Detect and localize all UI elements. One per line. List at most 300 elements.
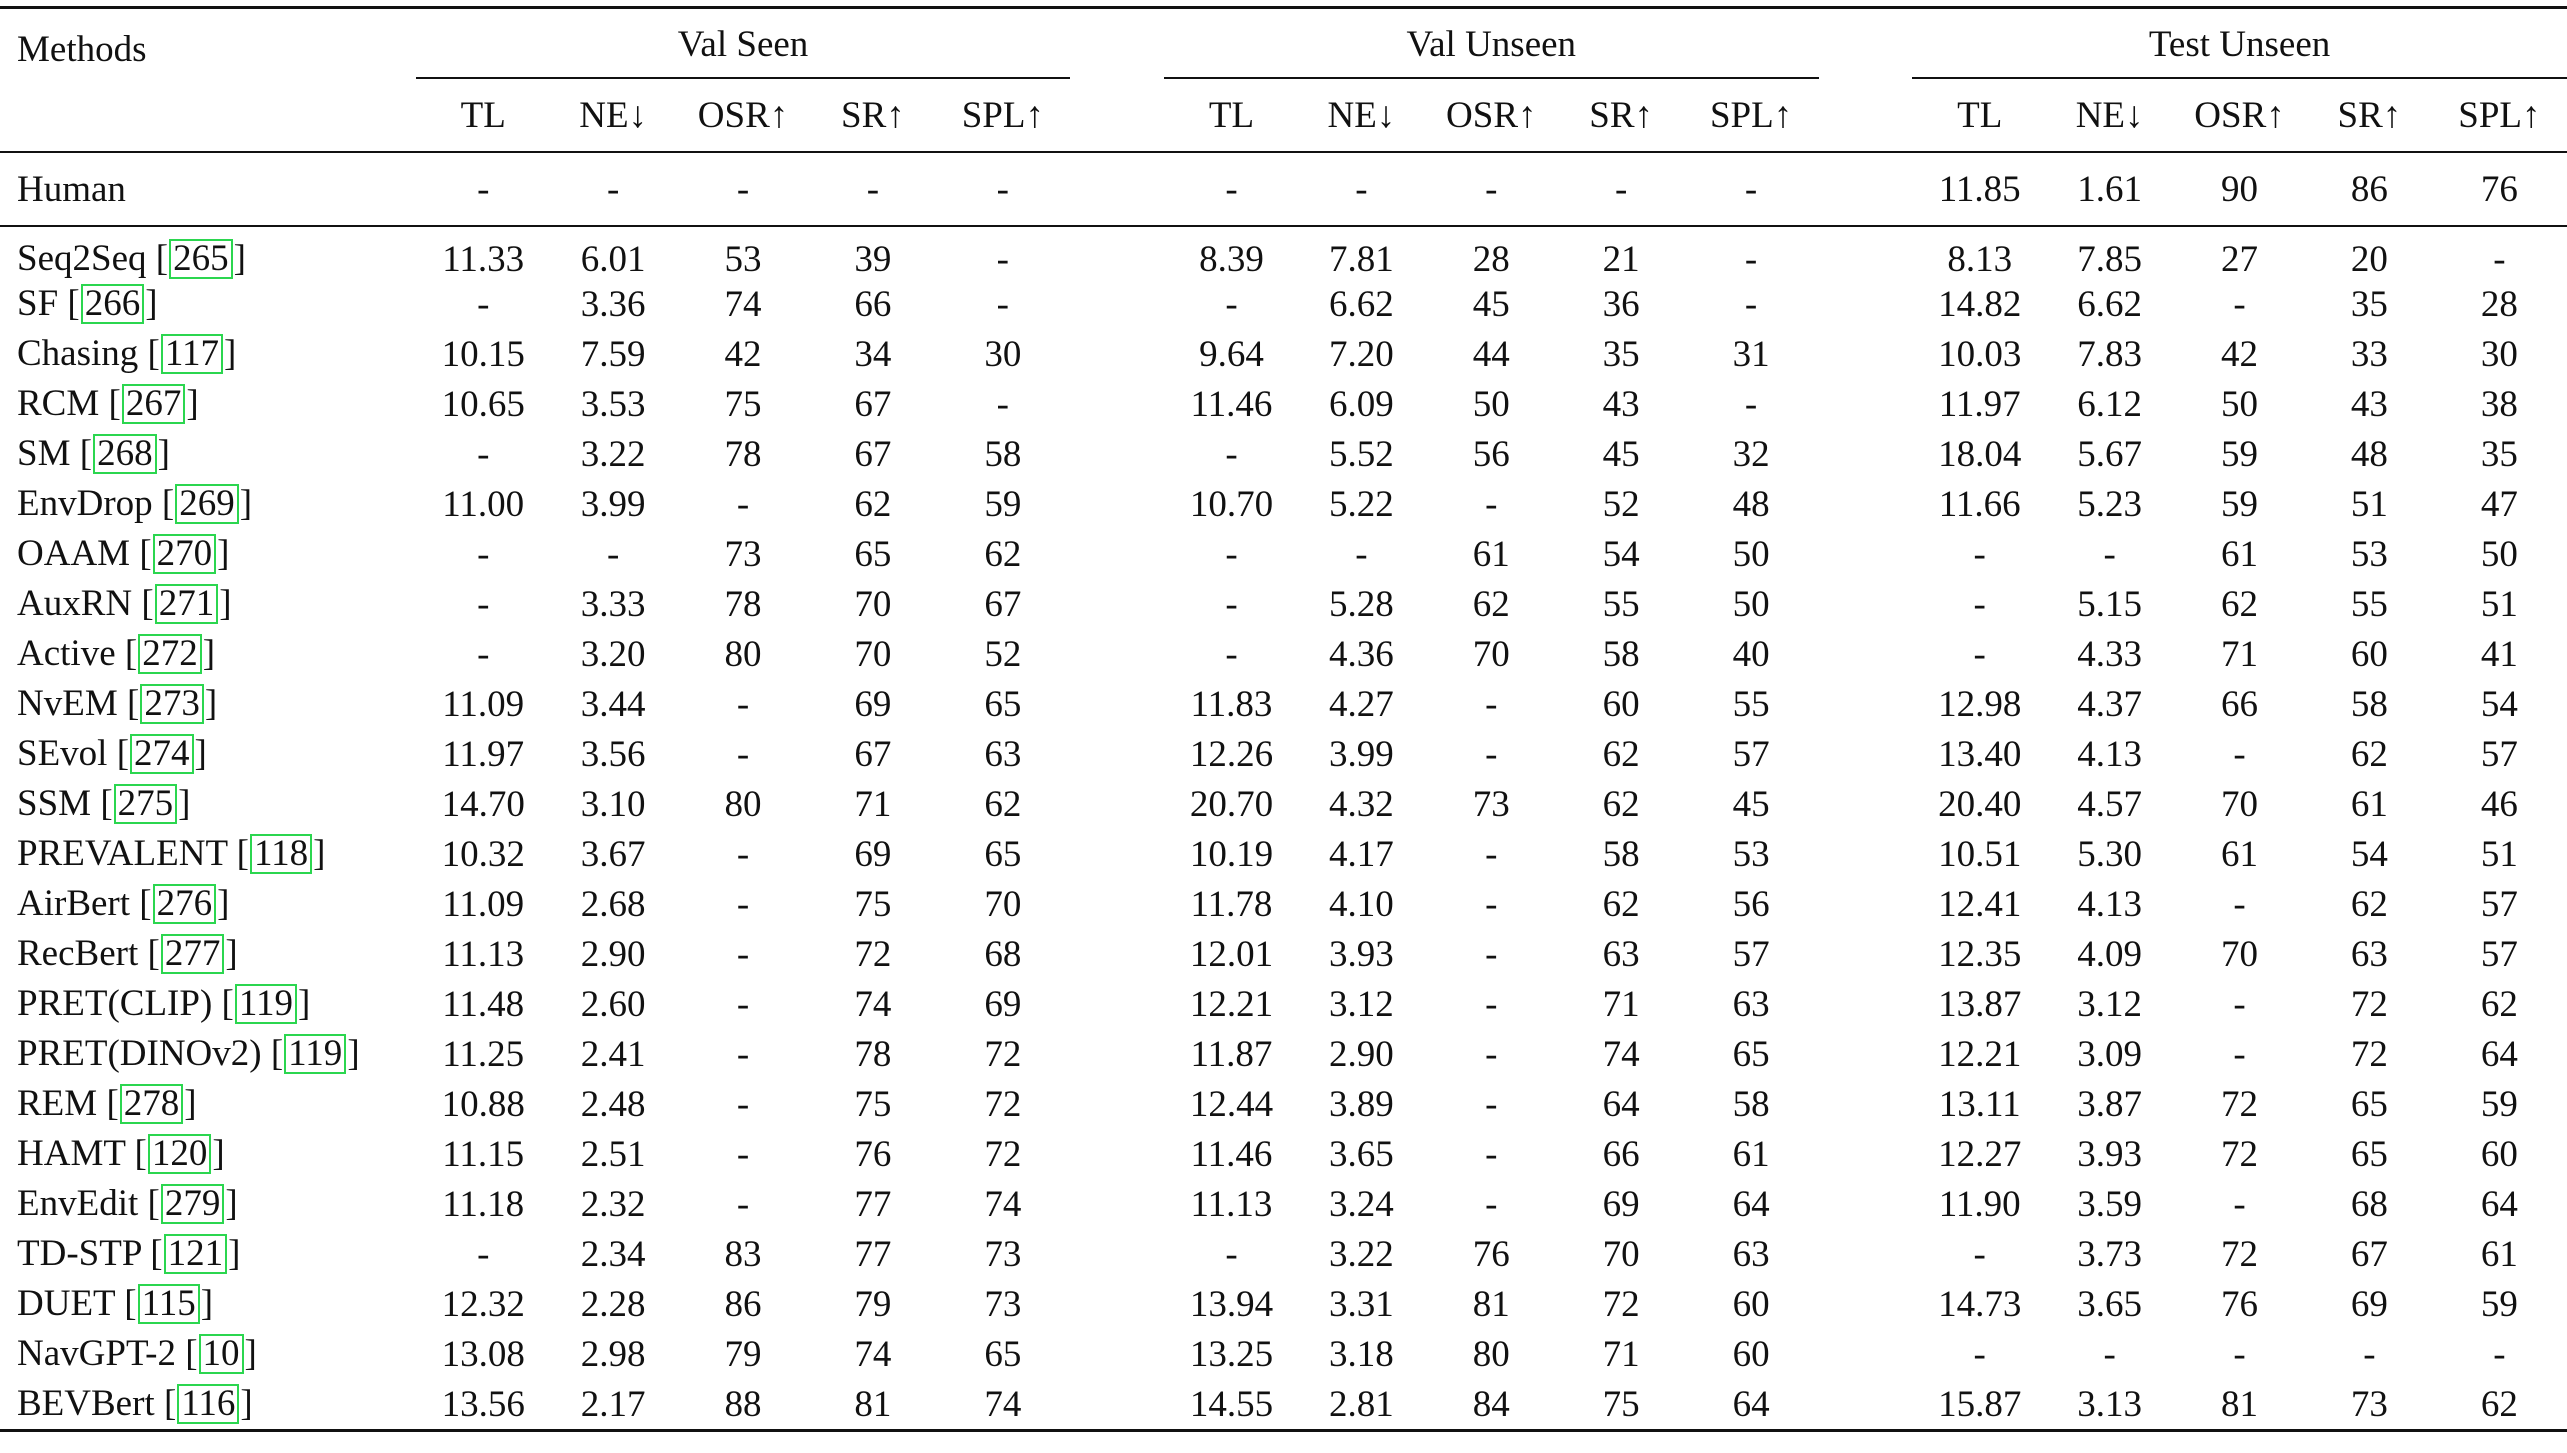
value-cell: - (736, 1133, 750, 1175)
value-cell: 72 (984, 1133, 1022, 1175)
value-cell: 12.32 (441, 1283, 525, 1325)
value-cell: 58 (984, 433, 1022, 475)
group-header-val-unseen (1164, 8, 1819, 80)
value-cell: 60 (2480, 1133, 2518, 1175)
method-cell: Active [ 272 ] (17, 633, 216, 675)
method-name: PREVALENT (17, 833, 228, 875)
value-cell: 71 (854, 783, 892, 825)
citation-link[interactable]: 271 (155, 584, 219, 624)
value-cell: - (2233, 733, 2246, 775)
value-cell: 53 (724, 238, 762, 280)
table-row (0, 1279, 2567, 1329)
value-cell: - (2103, 1333, 2116, 1375)
citation-link[interactable]: 279 (161, 1184, 225, 1224)
value-cell: 74 (854, 1333, 892, 1375)
value-cell: 48 (1732, 483, 1770, 525)
value-cell: 67 (2350, 1233, 2388, 1275)
method-name: REM (17, 1083, 98, 1125)
group-label: Test Unseen (2148, 23, 2331, 65)
value-cell: 20 (2350, 238, 2388, 280)
method-name: Human (0, 152, 416, 226)
value-cell: - (996, 238, 1009, 280)
value-cell: 61 (1732, 1133, 1770, 1175)
value-cell: 64 (1602, 1083, 1640, 1125)
citation-link[interactable]: 267 (122, 384, 186, 424)
value-cell: 76 (2221, 1283, 2259, 1325)
value-cell: 11.78 (1190, 883, 1273, 925)
value-cell: - (477, 1233, 490, 1275)
method-name: PRET(DINOv2) (17, 1033, 262, 1075)
value-cell: - (606, 533, 620, 575)
value-cell: 75 (854, 883, 892, 925)
value-cell: 11.13 (442, 933, 525, 975)
value-cell: 65 (854, 533, 892, 575)
method-name: HAMT (17, 1133, 126, 1175)
value-cell: 2.90 (1329, 1033, 1394, 1075)
value-cell: 50 (2221, 383, 2259, 425)
method-name: AuxRN (17, 583, 133, 625)
gap-cell (1819, 929, 1913, 979)
value-cell: 31 (1732, 333, 1770, 375)
value-cell: 4.10 (1329, 883, 1394, 925)
value-cell: 57 (2480, 733, 2518, 775)
value-cell: - (477, 533, 490, 575)
value-cell: 80 (724, 633, 762, 675)
value-cell: 59 (2480, 1283, 2518, 1325)
method-cell: DUET [ 115 ] (17, 1283, 214, 1325)
method-name: RCM (17, 383, 100, 425)
value-cell: 52 (984, 633, 1022, 675)
citation-link[interactable]: 278 (120, 1084, 184, 1124)
value-cell: 44 (1472, 333, 1510, 375)
value-cell: 3.53 (580, 383, 646, 425)
metric-header: OSR↑ (2172, 79, 2307, 152)
value-cell: 61 (2221, 533, 2259, 575)
value-cell: 62 (2350, 733, 2388, 775)
gap-cell (1070, 979, 1164, 1029)
citation-link[interactable]: 265 (169, 239, 233, 279)
value-cell: 76 (1472, 1233, 1510, 1275)
value-cell: 10.65 (441, 383, 525, 425)
value-cell: 4.13 (2077, 733, 2142, 775)
gap-cell (1819, 329, 1913, 379)
value-cell: - (1485, 883, 1498, 925)
metric-header: TL (1912, 79, 2047, 152)
value-cell: 52 (1602, 483, 1640, 525)
value-cell: 62 (854, 483, 892, 525)
gap-cell (1070, 579, 1164, 629)
gap-cell (1819, 1179, 1913, 1229)
gap-cell (1819, 152, 1913, 226)
method-name: DUET (17, 1283, 115, 1325)
gap-cell (1070, 1129, 1164, 1179)
value-cell: 90 (2172, 152, 2307, 226)
value-cell: - (736, 983, 750, 1025)
value-cell: 75 (724, 383, 762, 425)
metric-header: OSR↑ (675, 79, 810, 152)
value-cell: 69 (854, 833, 892, 875)
value-cell: 7.81 (1329, 238, 1394, 280)
value-cell: 60 (1732, 1333, 1770, 1375)
method-name: SF (17, 283, 59, 325)
table-row (0, 1329, 2567, 1379)
value-cell: 5.15 (2077, 583, 2142, 625)
value-cell: 12.26 (1189, 733, 1274, 775)
metric-header: SR↑ (811, 79, 936, 152)
value-cell: 10.51 (1938, 833, 2022, 875)
value-cell: 3.56 (580, 733, 646, 775)
value-cell: 3.99 (1329, 733, 1394, 775)
gap-cell (1819, 379, 1913, 429)
value-cell: 65 (984, 1333, 1022, 1375)
gap-cell (1070, 1029, 1164, 1079)
gap-cell (1070, 1229, 1164, 1279)
value-cell: 14.55 (1164, 1379, 1299, 1431)
value-cell: 1.61 (2047, 152, 2172, 226)
value-cell: 12.21 (1189, 983, 1274, 1025)
citation-link[interactable]: 268 (93, 434, 157, 474)
value-cell: - (1225, 283, 1238, 325)
metric-header: NE↓ (551, 79, 676, 152)
value-cell: - (1225, 633, 1238, 675)
value-cell: 74 (984, 1183, 1022, 1225)
citation-link[interactable]: 119 (235, 984, 297, 1024)
value-cell: 11.48 (442, 983, 525, 1025)
value-cell: 2.51 (580, 1133, 646, 1175)
value-cell: - (1559, 152, 1684, 226)
value-cell: 3.65 (1329, 1133, 1394, 1175)
metric-header: SPL↑ (2432, 79, 2567, 152)
value-cell: - (2233, 883, 2246, 925)
value-cell: 72 (1602, 1283, 1640, 1325)
citation-link[interactable]: 277 (161, 934, 225, 974)
value-cell: 76 (2432, 152, 2567, 226)
method-cell: Chasing [ 117 ] (17, 333, 237, 375)
value-cell: - (1744, 283, 1758, 325)
value-cell: 72 (2221, 1083, 2259, 1125)
value-cell: 2.60 (580, 983, 646, 1025)
results-table (0, 6, 2567, 1432)
value-cell: 63 (2350, 933, 2388, 975)
value-cell: 3.65 (2077, 1283, 2142, 1325)
value-cell: 51 (2480, 583, 2518, 625)
value-cell: - (2233, 1183, 2246, 1225)
citation-link[interactable]: 117 (161, 334, 223, 374)
metric-header: NE↓ (2047, 79, 2172, 152)
value-cell: 12.41 (1938, 883, 2022, 925)
gap-cell (1070, 779, 1164, 829)
value-cell: 3.93 (1329, 933, 1394, 975)
table-row (0, 329, 2567, 379)
gap-cell (1819, 1129, 1913, 1179)
method-cell: EnvEdit [ 279 ] (17, 1183, 238, 1225)
value-cell: 41 (2480, 633, 2518, 675)
citation-link[interactable]: 118 (250, 834, 312, 874)
gap-cell (1819, 479, 1913, 529)
value-cell: 65 (2350, 1083, 2388, 1125)
value-cell: - (1485, 1133, 1498, 1175)
metric-header: SPL↑ (1684, 79, 1819, 152)
metric-header: TL (1164, 79, 1299, 152)
value-cell: 62 (2350, 883, 2388, 925)
value-cell: 73 (724, 533, 762, 575)
value-cell: 68 (2350, 1183, 2388, 1225)
table-row (0, 979, 2567, 1029)
citation-link[interactable]: 273 (140, 684, 204, 724)
citation-link[interactable]: 121 (164, 1234, 228, 1274)
metric-header: TL (416, 79, 551, 152)
value-cell: 65 (984, 833, 1022, 875)
value-cell: 3.24 (1329, 1183, 1394, 1225)
value-cell: 69 (854, 683, 892, 725)
gap-cell (1070, 729, 1164, 779)
value-cell: - (1485, 1183, 1498, 1225)
value-cell: 66 (1602, 1133, 1640, 1175)
value-cell: 53 (1732, 833, 1770, 875)
value-cell: 14.73 (1938, 1283, 2022, 1325)
value-cell: 60 (2350, 633, 2388, 675)
value-cell: 72 (2350, 1033, 2388, 1075)
value-cell: 58 (1602, 633, 1640, 675)
table-row (0, 1229, 2567, 1279)
value-cell: 13.94 (1189, 1283, 1274, 1325)
value-cell: 32 (1732, 433, 1770, 475)
gap-cell (1070, 279, 1164, 329)
value-cell: - (416, 152, 551, 226)
citation-link[interactable]: 269 (175, 484, 239, 524)
gap-cell (1819, 1279, 1913, 1329)
value-cell: 13.56 (416, 1379, 551, 1431)
gap-cell (1070, 8, 1164, 80)
value-cell: 12.01 (1189, 933, 1274, 975)
gap-cell (1070, 479, 1164, 529)
table-row (0, 829, 2567, 879)
table-row (0, 379, 2567, 429)
value-cell: 71 (1602, 983, 1640, 1025)
value-cell: 11.46 (1190, 1133, 1273, 1175)
value-cell: 10.15 (441, 333, 525, 375)
citation-link[interactable]: 274 (130, 734, 194, 774)
value-cell: 30 (984, 333, 1022, 375)
value-cell: 62 (2432, 1379, 2567, 1431)
gap-cell (1070, 79, 1164, 152)
gap-cell (1070, 529, 1164, 579)
method-cell: AuxRN [ 271 ] (17, 583, 232, 625)
value-cell: 70 (984, 883, 1022, 925)
value-cell: 2.17 (551, 1379, 676, 1431)
value-cell: 4.57 (2077, 783, 2142, 825)
value-cell: 28 (2480, 283, 2518, 325)
value-cell: 10.03 (1938, 333, 2022, 375)
value-cell: 51 (2350, 483, 2388, 525)
value-cell: 11.00 (442, 483, 525, 525)
value-cell: 78 (724, 583, 762, 625)
value-cell: 30 (2480, 333, 2518, 375)
method-cell: SSM [ 275 ] (17, 783, 191, 825)
value-cell: 39 (854, 238, 892, 280)
value-cell: 65 (2350, 1133, 2388, 1175)
value-cell: 2.98 (580, 1333, 646, 1375)
citation-link[interactable]: 120 (148, 1134, 212, 1174)
value-cell: 5.30 (2077, 833, 2142, 875)
value-cell: - (736, 933, 750, 975)
value-cell: 11.33 (442, 238, 525, 280)
method-cell: SEvol [ 274 ] (17, 733, 207, 775)
metric-header: OSR↑ (1424, 79, 1559, 152)
gap-cell (1819, 829, 1913, 879)
citation-link[interactable]: 272 (138, 634, 202, 674)
value-cell: 79 (724, 1333, 762, 1375)
value-cell: 40 (1732, 633, 1770, 675)
value-cell: 5.23 (2077, 483, 2142, 525)
value-cell: - (675, 152, 810, 226)
value-cell: 62 (1602, 783, 1640, 825)
value-cell: - (736, 883, 750, 925)
method-cell: SM [ 268 ] (17, 433, 170, 475)
value-cell: - (935, 152, 1070, 226)
value-cell: - (2233, 1333, 2246, 1375)
value-cell: 72 (984, 1083, 1022, 1125)
gap-cell (1070, 1379, 1164, 1431)
value-cell: 3.18 (1329, 1333, 1394, 1375)
value-cell: 14.82 (1938, 283, 2022, 325)
value-cell: 6.12 (2077, 383, 2142, 425)
value-cell: 60 (1602, 683, 1640, 725)
value-cell: 43 (1602, 383, 1640, 425)
gap-cell (1819, 529, 1913, 579)
value-cell: 45 (1732, 783, 1770, 825)
method-cell: RCM [ 267 ] (17, 383, 199, 425)
value-cell: 11.90 (1938, 1183, 2021, 1225)
value-cell: 55 (2350, 583, 2388, 625)
value-cell: 81 (2172, 1379, 2307, 1431)
gap-cell (1819, 1029, 1913, 1079)
table-row (0, 779, 2567, 829)
value-cell: - (996, 383, 1009, 425)
method-cell: HAMT [ 120 ] (17, 1133, 225, 1175)
value-cell: 2.81 (1299, 1379, 1424, 1431)
gap-cell (1819, 879, 1913, 929)
method-name: Seq2Seq (17, 238, 147, 279)
value-cell: 72 (2221, 1133, 2259, 1175)
value-cell: - (1485, 683, 1498, 725)
citation-link[interactable]: 119 (284, 1034, 346, 1074)
value-cell: 61 (2350, 783, 2388, 825)
value-cell: - (2493, 1333, 2506, 1375)
method-name: SEvol (17, 733, 108, 775)
gap-cell (1819, 1079, 1913, 1129)
value-cell: 72 (854, 933, 892, 975)
value-cell: 78 (854, 1033, 892, 1075)
value-cell: 74 (1602, 1033, 1640, 1075)
value-cell: 54 (2350, 833, 2388, 875)
citation-link[interactable]: 275 (114, 784, 178, 824)
value-cell: - (2233, 983, 2246, 1025)
value-cell: 11.09 (442, 883, 525, 925)
value-cell: 3.10 (580, 783, 646, 825)
value-cell: 72 (2221, 1233, 2259, 1275)
value-cell: 14.70 (441, 783, 525, 825)
citation-link[interactable]: 276 (153, 884, 217, 924)
value-cell: 4.17 (1329, 833, 1394, 875)
table-row (0, 1379, 2567, 1431)
value-cell: 12.21 (1938, 1033, 2022, 1075)
value-cell: - (2363, 1333, 2376, 1375)
value-cell: 71 (2221, 633, 2259, 675)
citation-link[interactable]: 266 (81, 284, 145, 324)
value-cell: 73 (984, 1233, 1022, 1275)
value-cell: 70 (854, 633, 892, 675)
value-cell: 2.68 (580, 883, 646, 925)
citation-link[interactable]: 10 (199, 1334, 244, 1374)
value-cell: 13.25 (1189, 1333, 1274, 1375)
value-cell: - (996, 283, 1009, 325)
method-name: Chasing (17, 333, 139, 375)
value-cell: 3.31 (1329, 1283, 1394, 1325)
value-cell: 62 (984, 783, 1022, 825)
value-cell: 62 (2480, 983, 2518, 1025)
citation-link[interactable]: 270 (153, 534, 217, 574)
value-cell: 67 (854, 383, 892, 425)
value-cell: - (736, 733, 750, 775)
gap-cell (1070, 1079, 1164, 1129)
method-cell: PREVALENT [ 118 ] (17, 833, 326, 875)
value-cell: 2.32 (580, 1183, 646, 1225)
gap-cell (1070, 679, 1164, 729)
gap-cell (1819, 226, 1913, 279)
value-cell: 50 (2480, 533, 2518, 575)
gap-cell (1819, 579, 1913, 629)
value-cell: 84 (1424, 1379, 1559, 1431)
method-cell: Seq2Seq [ 265 ] (17, 238, 246, 279)
method-name: SSM (17, 783, 92, 825)
value-cell: 11.46 (1190, 383, 1273, 425)
gap-cell (1070, 879, 1164, 929)
value-cell: 73 (984, 1283, 1022, 1325)
method-name: AirBert (17, 883, 131, 925)
value-cell: 2.34 (580, 1233, 646, 1275)
value-cell: 6.09 (1329, 383, 1394, 425)
value-cell: 59 (2221, 433, 2259, 475)
value-cell: 4.13 (2077, 883, 2142, 925)
gap-cell (1819, 429, 1913, 479)
results-table-wrapper (0, 6, 2567, 1432)
table-row (0, 279, 2567, 329)
metric-header: NE↓ (1299, 79, 1424, 152)
value-cell: 12.44 (1189, 1083, 1274, 1125)
value-cell: - (736, 483, 750, 525)
value-cell: 3.36 (580, 283, 646, 325)
value-cell: 67 (854, 733, 892, 775)
value-cell: 70 (2221, 783, 2259, 825)
gap-cell (1070, 629, 1164, 679)
value-cell: 7.83 (2077, 333, 2142, 375)
value-cell: 43 (2350, 383, 2388, 425)
value-cell: 70 (1602, 1233, 1640, 1275)
value-cell: 3.87 (2077, 1083, 2142, 1125)
value-cell: 8.13 (1947, 238, 2013, 280)
gap-cell (1070, 379, 1164, 429)
citation-link[interactable]: 115 (138, 1284, 200, 1324)
value-cell: 58 (2350, 683, 2388, 725)
value-cell: 34 (854, 333, 892, 375)
value-cell: 27 (2221, 238, 2259, 280)
value-cell: 12.35 (1938, 933, 2022, 975)
value-cell: 18.04 (1938, 433, 2022, 475)
value-cell: - (1225, 433, 1238, 475)
value-cell: 70 (854, 583, 892, 625)
citation-link[interactable]: 116 (177, 1384, 239, 1424)
